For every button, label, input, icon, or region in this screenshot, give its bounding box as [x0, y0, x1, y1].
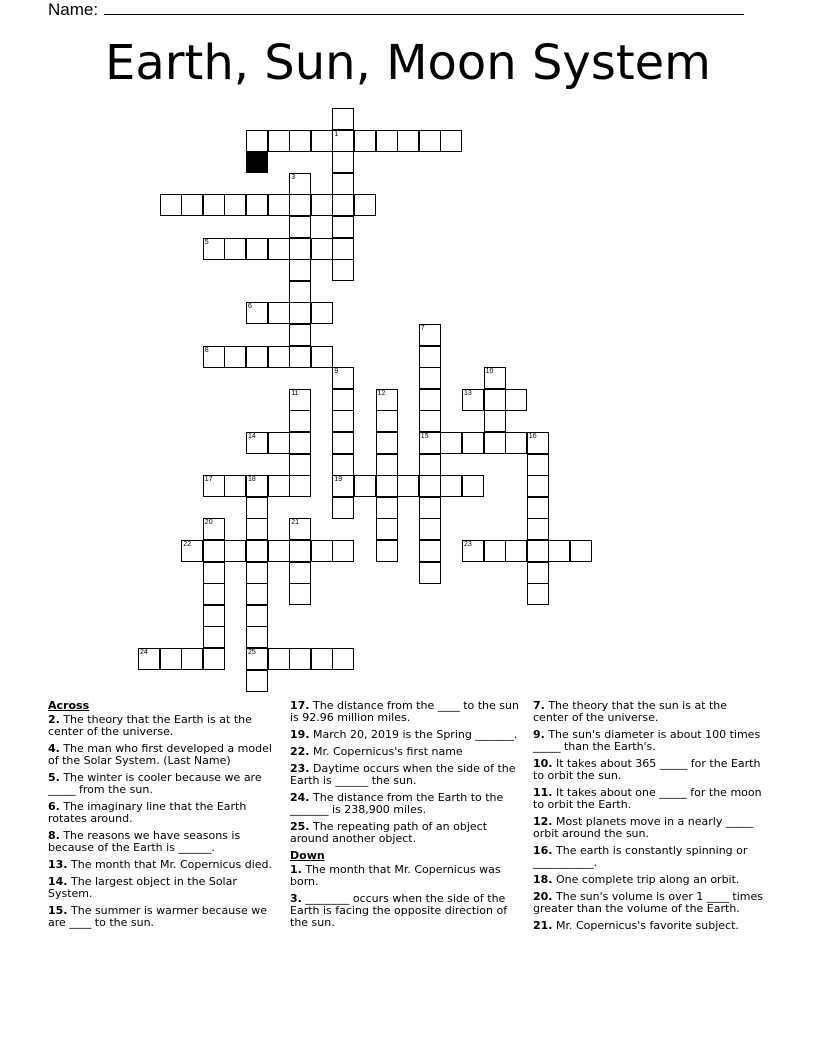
crossword-cell[interactable]: [181, 540, 203, 562]
clue-number: 1: [334, 130, 339, 138]
crossword-cell[interactable]: [268, 540, 290, 562]
clue-number: 21: [291, 519, 299, 527]
crossword-cell[interactable]: [246, 648, 268, 670]
clue-number: 12.: [533, 815, 553, 828]
clue-item: [48, 772, 280, 796]
clue-number: 8.: [48, 829, 60, 842]
clue-text: March 20, 2019 is the Spring _______.: [309, 728, 518, 741]
crossword-cell[interactable]: [570, 540, 592, 562]
clue-item: [290, 700, 522, 724]
crossword-cell[interactable]: [332, 108, 354, 130]
clue-number: 4.: [48, 742, 60, 755]
clue-item: [48, 714, 280, 738]
crossword-cell[interactable]: [419, 518, 441, 540]
clue-number: 9.: [533, 728, 545, 741]
down-heading: Down: [290, 849, 325, 862]
clue-item: [48, 859, 280, 871]
crossword-cell[interactable]: [289, 518, 311, 540]
clue-number: 19: [334, 476, 343, 484]
crossword-cell[interactable]: [484, 367, 506, 389]
crossword-cell[interactable]: [332, 648, 354, 670]
clue-item: [290, 729, 522, 741]
clue-item: [533, 729, 765, 753]
crossword-cell[interactable]: [268, 302, 290, 324]
crossword-cell[interactable]: [462, 475, 484, 497]
clue-text: The earth is constantly spinning or ___________.: [533, 844, 748, 869]
crossword-cell[interactable]: [354, 194, 376, 216]
clue-number: 17.: [290, 699, 310, 712]
crossword-cell[interactable]: [246, 432, 268, 454]
clue-text: Mr. Copernicus's first name: [309, 745, 463, 758]
crossword-cell[interactable]: [419, 454, 441, 476]
crossword-cell[interactable]: [289, 648, 311, 670]
crossword-cell[interactable]: [246, 238, 268, 260]
crossword-cell[interactable]: [203, 194, 225, 216]
crossword-cell[interactable]: [376, 432, 398, 454]
crossword-cell[interactable]: [484, 389, 506, 411]
crossword-cell[interactable]: [397, 130, 419, 152]
clue-number: 16.: [533, 844, 553, 857]
crossword-cell[interactable]: [224, 194, 246, 216]
crossword-cell[interactable]: [376, 130, 398, 152]
crossword-cell[interactable]: [527, 540, 549, 562]
clue-text: It takes about one _____ for the moon to orbit the Earth.: [533, 786, 762, 811]
crossword-cell[interactable]: [246, 626, 268, 648]
clue-number: 22: [183, 541, 191, 548]
clue-item: [48, 801, 280, 825]
crossword-cell[interactable]: [138, 648, 160, 670]
crossword-cell[interactable]: [527, 518, 549, 540]
crossword-cell[interactable]: [181, 194, 203, 216]
clue-item: [290, 763, 522, 787]
crossword-cell[interactable]: [224, 346, 246, 368]
crossword-cell[interactable]: [462, 432, 484, 454]
clue-number: 23.: [290, 762, 310, 775]
crossword-cell[interactable]: [527, 475, 549, 497]
across-clue-list-continued: [290, 700, 522, 845]
crossword-cell[interactable]: [376, 454, 398, 476]
crossword-cell[interactable]: [332, 367, 354, 389]
clue-number: 16: [528, 433, 537, 440]
clue-number: 6: [248, 303, 252, 311]
crossword-cell[interactable]: [311, 302, 333, 324]
crossword-cell[interactable]: [376, 518, 398, 540]
crossword-cell[interactable]: [289, 410, 311, 432]
clue-number: 10: [485, 368, 494, 376]
crossword-cell[interactable]: [224, 238, 246, 260]
clue-number: 6.: [48, 800, 60, 813]
crossword-cell[interactable]: [332, 259, 354, 281]
crossword-cell[interactable]: [289, 432, 311, 454]
clue-number: 19.: [290, 728, 310, 741]
crossword-cell[interactable]: [505, 432, 527, 454]
crossword-cell[interactable]: [246, 302, 268, 324]
crossword-cell[interactable]: [397, 475, 419, 497]
crossword-cell[interactable]: [419, 389, 441, 411]
crossword-cell[interactable]: [311, 540, 333, 562]
crossword-cell[interactable]: [311, 238, 333, 260]
crossword-cell[interactable]: [246, 475, 268, 497]
clue-text: The winter is cooler because we are _____ from the sun.: [48, 771, 262, 796]
clue-text: Daytime occurs when the side of the Earth is ______ the sun.: [290, 762, 516, 787]
crossword-cell[interactable]: [311, 346, 333, 368]
crossword-cell[interactable]: [376, 540, 398, 562]
clue-number: 21.: [533, 919, 553, 932]
crossword-cell[interactable]: [203, 605, 225, 627]
clue-text: The imaginary line that the Earth rotates around.: [48, 800, 247, 825]
crossword-cell[interactable]: [354, 475, 376, 497]
clue-item: [533, 874, 765, 886]
clue-item: [290, 864, 522, 888]
clue-item: [533, 758, 765, 782]
crossword-cell[interactable]: [462, 540, 484, 562]
crossword-cell[interactable]: [332, 151, 354, 173]
crossword-cell[interactable]: [289, 583, 311, 605]
crossword-cell[interactable]: [527, 432, 549, 454]
clue-number: 24: [140, 649, 148, 656]
crossword-cell[interactable]: [289, 281, 311, 303]
clue-text: The month that Mr. Copernicus died.: [67, 858, 273, 871]
clue-text: The theory that the Earth is at the center of the universe.: [48, 713, 252, 738]
crossword-cell[interactable]: [332, 194, 354, 216]
crossword-cell[interactable]: [376, 475, 398, 497]
crossword-cell[interactable]: [332, 238, 354, 260]
clue-number: 5.: [48, 771, 60, 784]
clues-column-3: [533, 700, 765, 937]
crossword-cell[interactable]: [246, 497, 268, 519]
clue-item: [290, 893, 522, 929]
clue-item: [48, 743, 280, 767]
clue-number: 13: [464, 389, 472, 397]
clue-text: The month that Mr. Copernicus was born.: [290, 863, 501, 888]
crossword-cell[interactable]: [268, 648, 290, 670]
crossword-cell[interactable]: [246, 605, 268, 627]
crossword-cell[interactable]: [246, 540, 268, 562]
crossword-cell[interactable]: [440, 130, 462, 152]
clue-item: [533, 787, 765, 811]
clue-number: 7.: [533, 699, 545, 712]
crossword-cell[interactable]: [354, 130, 376, 152]
clue-text: ________ occurs when the side of the Earth is facing the opposite direction of the sun.: [290, 892, 508, 929]
crossword-cell[interactable]: [203, 475, 225, 497]
crossword-cell[interactable]: [289, 173, 311, 195]
clue-number: 7: [420, 325, 425, 332]
crossword-cell[interactable]: [203, 626, 225, 648]
crossword-cell[interactable]: [224, 475, 246, 497]
crossword-cell[interactable]: [419, 324, 441, 346]
clue-text: The distance from the Earth to the _______ is 238,900 miles.: [290, 791, 504, 816]
clue-text: One complete trip along an orbit.: [552, 873, 740, 886]
crossword-cell[interactable]: [268, 475, 290, 497]
crossword-cell[interactable]: [289, 302, 311, 324]
crossword-cell[interactable]: [419, 540, 441, 562]
crossword-cell[interactable]: [268, 238, 290, 260]
clue-item: [533, 700, 765, 724]
crossword-cell[interactable]: [289, 346, 311, 368]
crossword-cell[interactable]: [246, 670, 268, 692]
clue-item: [290, 792, 522, 816]
crossword-cell[interactable]: [505, 389, 527, 411]
crossword-cell[interactable]: [376, 497, 398, 519]
clue-number: 12: [377, 389, 386, 397]
crossword-cell[interactable]: [548, 540, 570, 562]
clue-text: The reasons we have seasons is because of the Earth is ______.: [48, 829, 241, 854]
crossword-cell[interactable]: [289, 540, 311, 562]
crossword-cell[interactable]: [203, 562, 225, 584]
clue-text: The largest object in the Solar System.: [48, 875, 237, 900]
clue-text: The distance from the ____ to the sun is 92.96 million miles.: [290, 699, 519, 724]
crossword-cell[interactable]: [246, 346, 268, 368]
crossword-cell[interactable]: [246, 583, 268, 605]
crossword-cell[interactable]: [160, 194, 182, 216]
clue-number: 13.: [48, 858, 68, 871]
clue-number: 24.: [290, 791, 310, 804]
crossword-cell[interactable]: [419, 346, 441, 368]
crossword-cell[interactable]: [332, 540, 354, 562]
clue-number: 10.: [533, 757, 553, 770]
clue-number: 20.: [533, 890, 553, 903]
clue-number: 23: [464, 541, 472, 548]
clue-item: [48, 905, 280, 929]
down-clue-list-continued: [533, 700, 765, 932]
crossword-cell[interactable]: [419, 432, 441, 454]
crossword-cell[interactable]: [160, 648, 182, 670]
clue-number: 20: [204, 519, 213, 527]
clue-number: 3: [291, 173, 296, 181]
crossword-cell[interactable]: [332, 410, 354, 432]
crossword-cell[interactable]: [419, 562, 441, 584]
crossword-cell[interactable]: [289, 389, 311, 411]
crossword-cell[interactable]: [246, 518, 268, 540]
clue-number: 18: [248, 476, 256, 484]
crossword-cell[interactable]: [440, 432, 462, 454]
crossword-cell[interactable]: [376, 410, 398, 432]
crossword-cell[interactable]: [332, 454, 354, 476]
crossword-cell[interactable]: [484, 410, 506, 432]
clue-item: [290, 821, 522, 845]
clue-number: 25.: [290, 820, 310, 833]
crossword-cell[interactable]: [203, 540, 225, 562]
clue-number: 2.: [48, 713, 60, 726]
crossword-cell[interactable]: [203, 518, 225, 540]
crossword-cell[interactable]: [527, 562, 549, 584]
crossword-cell[interactable]: [419, 130, 441, 152]
crossword-cell[interactable]: [332, 432, 354, 454]
down-clue-list: [290, 864, 522, 929]
across-clue-list: [48, 714, 280, 929]
crossword-cell[interactable]: [289, 130, 311, 152]
clue-number: 14: [248, 433, 256, 440]
crossword-cell[interactable]: [527, 583, 549, 605]
clue-text: The man who first developed a model of the Solar System. (Last Name): [48, 742, 272, 767]
clue-item: [533, 845, 765, 869]
crossword-cell[interactable]: [203, 238, 225, 260]
crossword-cell[interactable]: [419, 367, 441, 389]
clue-text: The repeating path of an object around another object.: [290, 820, 488, 845]
black-square: [246, 151, 268, 173]
clue-number: 17: [204, 476, 213, 484]
crossword-cell[interactable]: [289, 194, 311, 216]
crossword-cell[interactable]: [268, 130, 290, 152]
crossword-cell[interactable]: [311, 648, 333, 670]
crossword-cell[interactable]: [181, 648, 203, 670]
crossword-cell[interactable]: [246, 194, 268, 216]
clues-column-2: [290, 700, 522, 934]
crossword-cell[interactable]: [311, 194, 333, 216]
crossword-cell[interactable]: [419, 410, 441, 432]
crossword-cell[interactable]: [332, 497, 354, 519]
clue-number: 8: [204, 346, 209, 354]
crossword-cell[interactable]: [440, 475, 462, 497]
crossword-cell[interactable]: [289, 562, 311, 584]
clue-text: The theory that the sun is at the center of the universe.: [533, 699, 728, 724]
clue-item: [48, 830, 280, 854]
crossword-cell[interactable]: [419, 475, 441, 497]
crossword-cell[interactable]: [419, 497, 441, 519]
crossword-cell[interactable]: [311, 130, 333, 152]
clues-column-1: [48, 700, 280, 934]
clue-text: The summer is warmer because we are ____ to the sun.: [48, 904, 267, 929]
clue-item: [48, 876, 280, 900]
clue-number: 5: [204, 238, 209, 246]
crossword-cell[interactable]: [289, 324, 311, 346]
crossword-cell[interactable]: [203, 583, 225, 605]
crossword-cell[interactable]: [332, 216, 354, 238]
crossword-cell[interactable]: [527, 497, 549, 519]
crossword-cell[interactable]: [289, 216, 311, 238]
across-heading: Across: [48, 699, 90, 712]
crossword-cell[interactable]: [527, 454, 549, 476]
clue-number: 11: [291, 389, 299, 397]
clue-number: 15.: [48, 904, 68, 917]
crossword-cell[interactable]: [332, 130, 354, 152]
crossword-cell[interactable]: [289, 238, 311, 260]
crossword-cell[interactable]: [268, 432, 290, 454]
crossword-cell[interactable]: [376, 389, 398, 411]
clue-text: It takes about 365 _____ for the Earth to orbit the sun.: [533, 757, 761, 782]
crossword-cell[interactable]: [332, 389, 354, 411]
clue-item: [533, 920, 765, 932]
crossword-cell[interactable]: [246, 562, 268, 584]
clue-text: Most planets move in a nearly _____ orbit around the sun.: [533, 815, 754, 840]
crossword-cell[interactable]: [505, 540, 527, 562]
crossword-cell[interactable]: [203, 346, 225, 368]
clue-number: 15: [420, 433, 429, 440]
crossword-cell[interactable]: [203, 648, 225, 670]
clue-text: The sun's diameter is about 100 times _____ than the Earth's.: [533, 728, 761, 753]
page-title: Earth, Sun, Moon System: [105, 35, 711, 91]
crossword-cell[interactable]: [289, 454, 311, 476]
clue-number: 22.: [290, 745, 310, 758]
clue-number: 14.: [48, 875, 68, 888]
crossword-cell[interactable]: [268, 194, 290, 216]
crossword-cell[interactable]: [462, 389, 484, 411]
clue-number: 11.: [533, 786, 553, 799]
clue-item: [533, 816, 765, 840]
crossword-cell[interactable]: [484, 432, 506, 454]
clue-number: 1.: [290, 863, 302, 876]
name-label: Name:: [48, 0, 99, 19]
clue-number: 9: [334, 368, 339, 376]
clue-text: The sun's volume is over 1 ____ times greater than the volume of the Earth.: [533, 890, 764, 915]
crossword-cell[interactable]: [332, 173, 354, 195]
clue-number: 25: [248, 649, 256, 656]
crossword-cell[interactable]: [289, 475, 311, 497]
crossword-cell[interactable]: [246, 130, 268, 152]
clue-number: 3.: [290, 892, 302, 905]
crossword-cell[interactable]: [484, 540, 506, 562]
crossword-cell[interactable]: [289, 259, 311, 281]
clue-item: [290, 746, 522, 758]
crossword-cell[interactable]: [268, 346, 290, 368]
crossword-cell[interactable]: [332, 475, 354, 497]
clue-number: 18.: [533, 873, 553, 886]
clue-item: [533, 891, 765, 915]
clue-text: Mr. Copernicus's favorite subject.: [552, 919, 739, 932]
crossword-cell[interactable]: [224, 540, 246, 562]
